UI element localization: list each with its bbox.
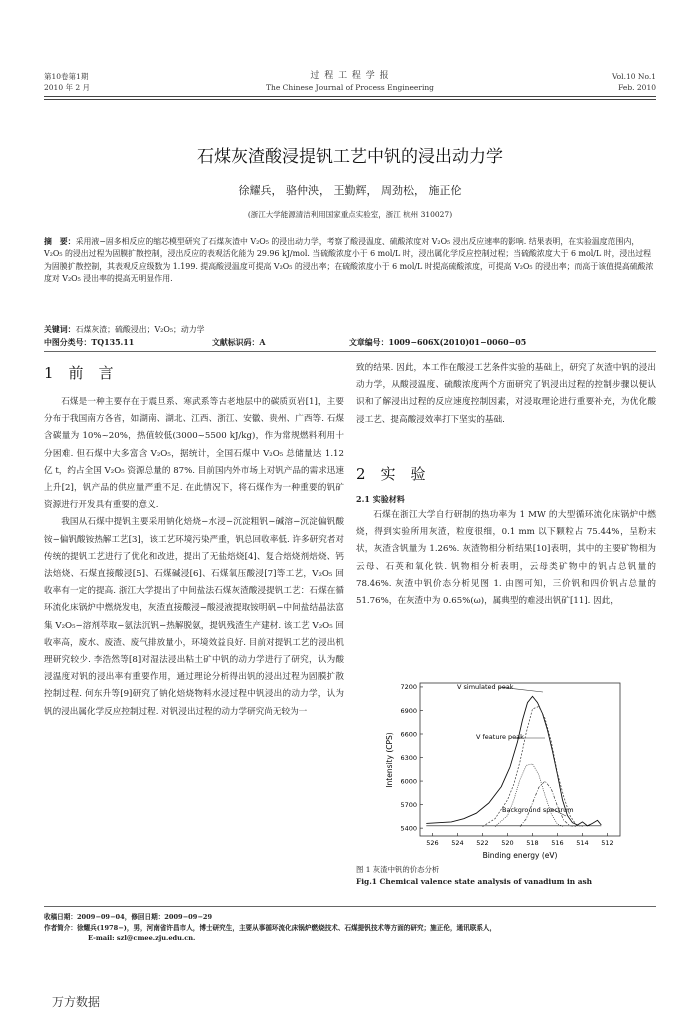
y-tick-label: 5400 — [400, 824, 417, 833]
keywords-text: 石煤灰渣；硫酸浸出；V₂O₅；动力学 — [75, 325, 205, 334]
x-axis-label: Binding energy (eV) — [482, 851, 558, 860]
series-v-feature-peak-b- — [520, 781, 576, 827]
issue-date: 2010 年 2 月 — [44, 83, 91, 92]
volume-en: Vol.10 No.1 — [611, 72, 656, 81]
footnote-email: E-mail: szl@cmee.zju.edu.cn. — [88, 934, 196, 942]
y-tick-label: 5700 — [400, 800, 417, 809]
paper-title: 石煤灰渣酸浸提钒工艺中钒的浸出动力学 — [197, 147, 503, 167]
header-rule-thin — [44, 99, 656, 100]
y-axis-label: Intensity (CPS) — [385, 732, 394, 788]
x-tick-label: 526 — [426, 839, 439, 847]
intro-heading: 1 前 言 — [44, 364, 114, 382]
y-tick-label: 6600 — [400, 730, 417, 739]
figure-caption-en: Fig.1 Chemical valence state analysis of vanadium in ash — [356, 877, 593, 886]
date-en: Feb. 2010 — [618, 83, 656, 92]
experiment-heading: 2 实 验 — [356, 465, 426, 483]
y-tick-label: 6300 — [400, 753, 417, 762]
annotation-simulated-peak: V simulated peak — [457, 683, 514, 691]
abstract — [44, 236, 656, 285]
volume-issue: 第10卷第1期 — [44, 72, 89, 81]
header-rule — [44, 96, 656, 97]
x-tick-label: 514 — [576, 839, 589, 847]
annotation-feature-peak: V feature peak — [476, 733, 524, 741]
annotation-background: Background spectrum — [502, 806, 574, 814]
intro-paragraph-1: 石煤是一种主要存在于震旦系、寒武系等古老地层中的碳质页岩[1]，主要分布于我国南方各省，如湖南、湖北、江西、浙江、安徽、贵州、广西等. 石煤含碳量为 10%~20%，热值较低(3000~5500 kJ/kg)，作为常规燃料利用十分困难. 但石煤中大多富含 V₂O₅，据统计，全国石煤中 V₂O₅ 总储量达 1.12 亿 t，约占全国 V₂O₅ 资源总量的 87%. 目前国内外市场上对钒产品的需求迅速上升[2]，钒产品的供应量严重不足. 在此情况下，将石煤作为一种重要的钒矿资源进行开发具有重要的意义. — [44, 397, 344, 511]
left-column — [44, 394, 344, 721]
affiliation: (浙江大学能源清洁利用国家重点实验室，浙江 杭州 310027) — [247, 210, 453, 219]
right-paragraph-1: 致的结果. 因此，本工作在酸浸工艺条件实验的基础上，研究了灰渣中钒的浸出动力学，从酸浸温度、硫酸浓度两个方面研究了钒浸出过程的控制步骤以便认识和了解浸出过程的反应速度控制因素，对浸取理论进行重要补充，为优化酸浸工艺、提高酸浸效率打下坚实的基础. — [356, 363, 656, 425]
right-column-top — [356, 360, 656, 429]
x-tick-label: 516 — [551, 839, 564, 847]
materials-heading: 2.1 实验材料 — [356, 494, 405, 504]
footnote-bio: 作者简介：徐耀兵(1978−)，男，河南省许昌市人，博士研究生，主要从事循环流化床锅炉燃烧技术、石煤提钒技术等方面的研究；施正伦，通讯联系人， — [44, 923, 497, 932]
intro-paragraph-2: 我国从石煤中提钒主要采用钠化焙烧−水浸−沉淀粗钒−碱溶−沉淀偏钒酸铵−偏钒酸铵热解工艺[3]，该工艺环境污染严重，钒总回收率低. 许多研究者对传统的提钒工艺进行了优化和改进，提出了无盐焙烧[4]、复合焙烧剂焙烧、钙法焙烧、石煤直接酸浸[5]、石煤碱浸[6]、石煤氧压酸浸[7]等工艺，V₂O₅ 回收率有一定的提高. 浙江大学提出了中间盐法石煤灰渣酸浸提钒工艺：石煤在循环流化床锅炉中燃烧发电，灰渣直接酸浸−酸浸液提取铵明矾−中间盐结晶法富集 V₂O₅−溶剂萃取−氨法沉钒−热解脱氨，提钒残渣生产建材. 该工艺 V₂O₅ 回收率高，废水、废渣、废气排放量小，环境效益良好. 目前对提钒工艺的浸出机理研究较少. 李浩然等[8]对湿法浸出粘土矿中钒的动力学进行了研究，认为酸浸温度对钒的浸出率有重要作用，通过理论分析得出钒的浸出过程为固膜扩散控制过程. 何东升等[9]研究了钠化焙烧物料水浸过程中钒浸出的动力学，认为钒的浸出属化学反应控制过程. 对钒浸出过程的动力学研究尚无较为一 — [44, 517, 344, 717]
document-code: 文献标识码：A — [212, 338, 266, 347]
y-tick-label: 6900 — [400, 706, 417, 715]
footnote-rule — [44, 906, 656, 907]
y-tick-label: 6000 — [400, 777, 417, 786]
series-v-feature-peak-a- — [495, 764, 564, 827]
x-tick-label: 522 — [476, 839, 489, 847]
wanfang-watermark: 万方数据 — [52, 995, 101, 1009]
keywords-label: 关键词： — [44, 325, 76, 334]
journal-title-en: The Chinese Journal of Process Engineering — [266, 83, 434, 92]
right-column-mid — [356, 507, 656, 610]
footnote-dates: 收稿日期：2009−09−04，修回日期：2009−09−29 — [44, 913, 213, 921]
article-number: 文章编号：1009−606X(2010)01−0060−05 — [349, 338, 527, 347]
abstract-label: 摘 要： — [44, 237, 76, 246]
figure-caption-cn: 图 1 灰渣中钒的价态分析 — [356, 865, 440, 874]
abstract-text: 采用液−固多相反应的缩芯模型研究了石煤灰渣中 V₂O₅ 的浸出动力学，考察了酸浸温度、硫酸浓度对 V₂O₅ 浸出反应速率的影响. 结果表明，在实验温度范围内，V₂O₅ 的浸出过程为固膜扩散控制，浸出反应的表观活化能为 29.96 kJ/mol. 当硫酸浓度小于 6 mol/L 时，浸出属化学反应控制过程；当硫酸浓度大于 6 mol/L 时，浸出过程为固膜扩散控制，其表观反应级数为 1.199. 提高酸浸温度可提高 V₂O₅ 的浸出率；在硫酸浓度小于 6 mol/L 时提高硫酸浓度，可提高 V₂O₅ 的浸出率；而高于该值提高硫酸浓度对 V₂O₅ 浸出率的提高无明显作用. — [44, 237, 654, 283]
abstract-rule — [44, 351, 656, 352]
x-tick-label: 520 — [501, 839, 514, 847]
y-tick-label: 7200 — [400, 683, 417, 692]
journal-title-cn: 过 程 工 程 学 报 — [310, 71, 390, 81]
keywords — [44, 324, 205, 335]
xps-chart — [380, 680, 630, 862]
clc-number: 中图分类号：TQ135.11 — [44, 338, 135, 347]
x-tick-label: 518 — [526, 839, 539, 847]
x-tick-label: 512 — [601, 839, 614, 847]
authors: 徐耀兵， 骆仲泱， 王勤辉， 周劲松， 施正伦 — [238, 184, 462, 197]
right-paragraph-2: 石煤在浙江大学自行研制的热功率为 1 MW 的大型循环流化床锅炉中燃烧，得到实验所用灰渣，粒度很细，0.1 mm 以下颗粒占 75.44%，呈粉末状，灰渣含钒量为 1.26%. 灰渣物相分析结果[10]表明，其中的主要矿物相为云母、石英和氧化铁. 钒物相分析表明，云母类矿物中的钒占总钒量的 78.46%. 灰渣中钒价态分析见图 1. 由图可知，三价钒和四价钒占总量的 51.76%，在灰渣中为 0.65%(ω)，属典型的难浸出钒矿[11]. 因此， — [356, 510, 656, 607]
x-tick-label: 524 — [451, 839, 464, 847]
footnote — [44, 912, 656, 944]
